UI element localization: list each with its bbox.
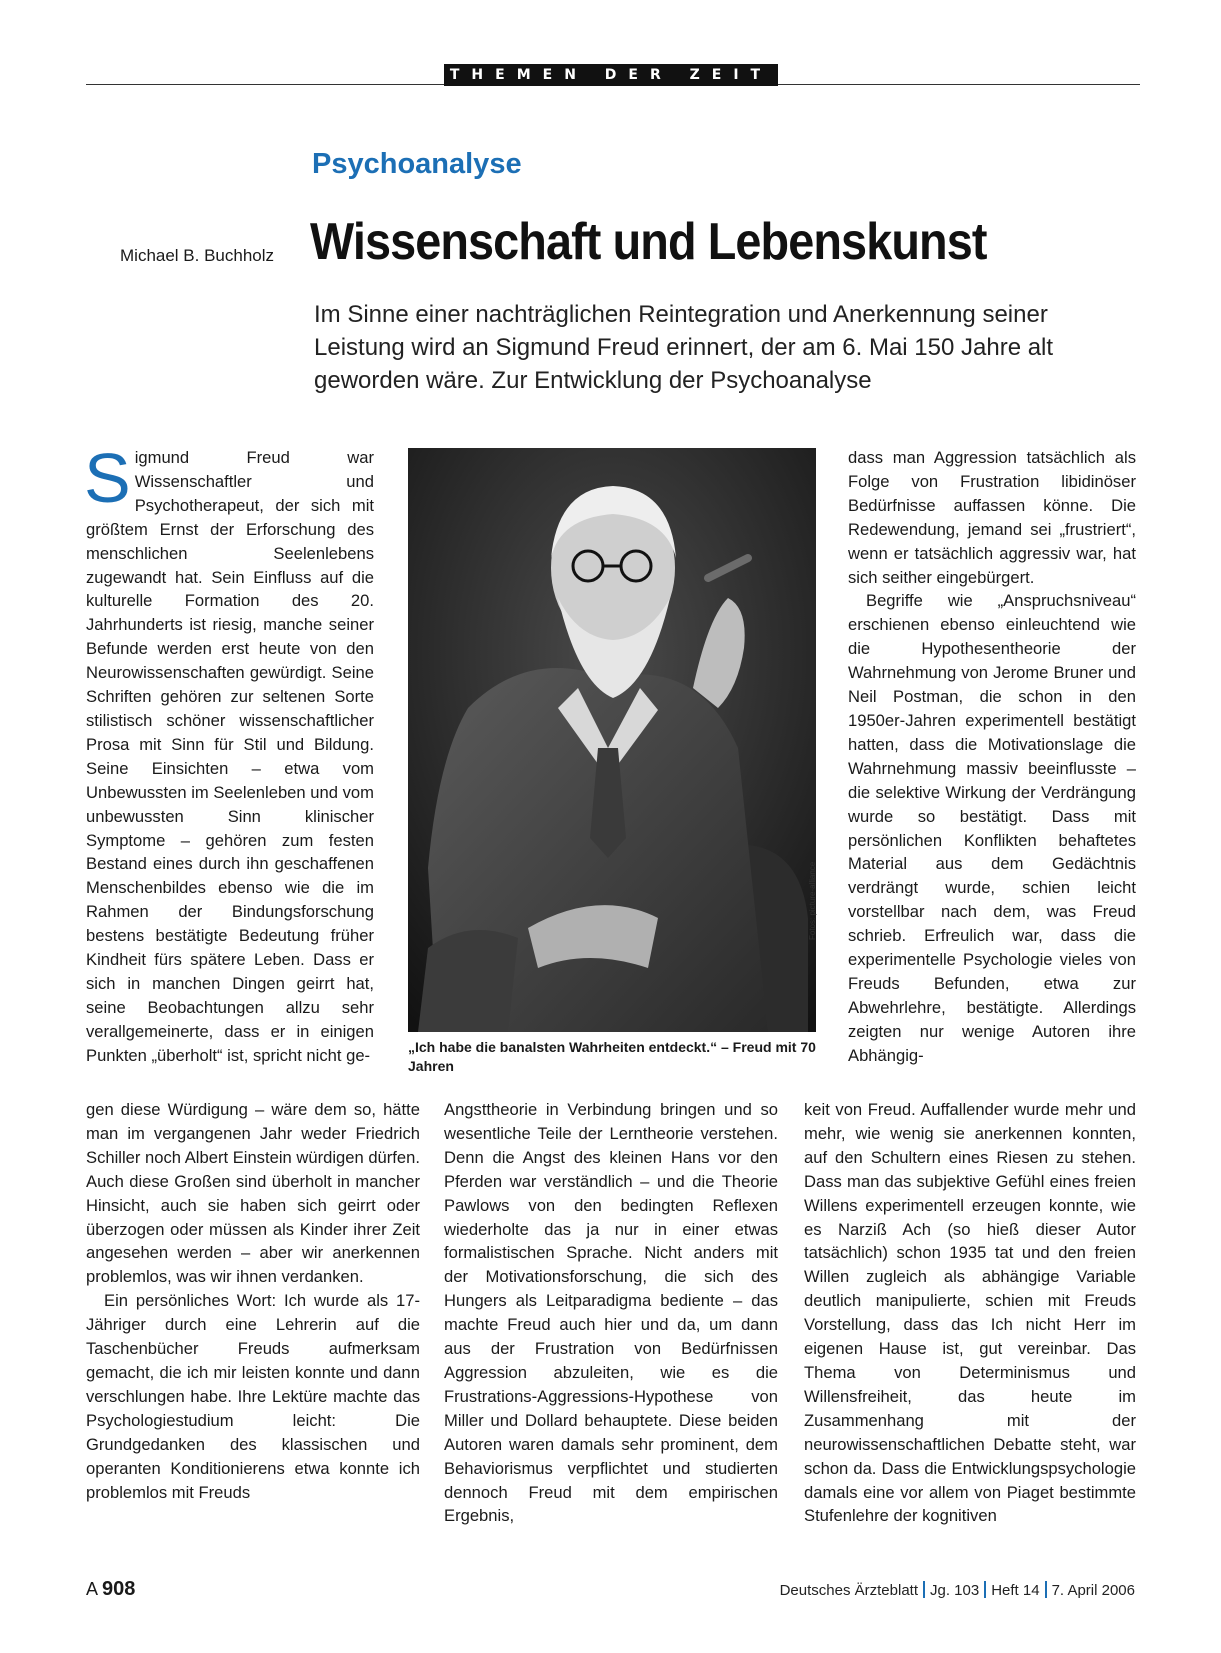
page-number: 908 (102, 1578, 136, 1600)
journal-info (780, 1581, 1135, 1599)
body-paragraph: Angsttheorie in Verbindung bringen und so wesentliche Teile der Lerntheorie verstehen. Denn die Angst des kleinen Hans vor den Pferden war verständlich – und die Theorie Pawlows von den bedingten Reflexen wiederholte das ja nur in einer etwas formalistischen Sprache. Nicht anders mit der Motivationsforschung, die sich des Hungers als Leitparadigma bediente – das machte Freud auch hier und da, um dann aus der Frustration von Bedürfnissen Aggression abzuleiten, wie es die Frustrations-Aggressions-Hypothese von Miller und Dollard behauptete. Diese beiden Autoren waren damals sehr prominent, dem Behaviorismus verpflichtet und studierten dennoch Freud mit dem empirischen Ergebnis, (444, 1100, 778, 1526)
body-column-1-bottom (86, 1098, 420, 1504)
page-folio (86, 1578, 135, 1601)
journal-issue: Heft 14 (991, 1582, 1040, 1599)
article-headline: Wissenschaft und Lebenskunst (310, 213, 987, 271)
body-column-3-bottom (804, 1098, 1136, 1528)
body-column-2 (444, 1098, 778, 1528)
article-kicker: Psychoanalyse (312, 148, 522, 180)
article-lead: Im Sinne einer nachträglichen Reintegration und Anerkennung seiner Leistung wird an Sigmund Freud erinnert, der am 6. Mai 150 Jahre alt geworden wäre. Zur Entwicklung der Psychoanalyse (314, 301, 1054, 394)
journal-date: 7. April 2006 (1051, 1582, 1135, 1599)
body-paragraph: dass man Aggression tatsächlich als Folge von Frustration libidinöser Bedürfnisse auffassen könne. Die Redewendung, jemand sei „frustriert“, wenn er tatsächlich aggressiv war, hat sich seither eingebürgert. (848, 448, 1136, 587)
body-paragraph: Begriffe wie „Anspruchsniveau“ erschienen ebenso einleuchtend wie die Hypothesentheorie der Wahrnehmung von Jerome Bruner und Neil Postman, die schon in den 1950er-Jahren experimentell bestätigt hatten, dass die Motivationslage die Wahrnehmung massiv beeinflusste – die selektive Wirkung der Verdrängung wurde so bestätigt. Dass mit persönlichen Konflikten behaftetes Material aus dem Gedächtnis verdrängt wurde, schien leicht vorstellbar nach dem, was Freud schrieb. Erfreulich war, dass die experimentelle Psychologie vieles von Freuds Befunden, etwa zur Abwehrlehre, bestätigte. Allerdings zeigten nur wenige Autoren ihre Abhängig- (848, 591, 1136, 1065)
body-paragraph: igmund Freud war Wissenschaftler und Psychotherapeut, der sich mit größtem Ernst der Erforschung des menschlichen Seelenlebens zugewandt hat. Sein Einfluss auf die kulturelle Formation des 20. Jahrhunderts ist riesig, manche seiner Befunde werden erst heute von den Neurowissenschaften gewürdigt. Seine Schriften gehören zur seltenen Sorte stilistisch schöner wissenschaftlicher Prosa mit Sinn für Stil und Bildung. Seine Einsichten – etwa vom Unbewussten im Seelenleben und vom unbewussten Sinn klinischer Symptome – gehören zum festen Bestand eines durch ihn geschaffenen Menschenbildes ebenso wie die im Rahmen der Bindungsforschung bestens bestätigte Bedeutung früher Kindheit fürs spätere Leben. Dass er sich in manchen Dingen geirrt hat, seine Beobachtungen allzu sehr verallgemeinerte, dass er in einigen Punkten „überholt“ ist, spricht nicht ge- (86, 448, 374, 1065)
separator (1045, 1581, 1047, 1598)
body-paragraph: gen diese Würdigung – wäre dem so, hätte man im vergangenen Jahr weder Friedrich Schiller noch Albert Einstein würdigen dürfen. Auch diese Großen sind überholt in mancher Hinsicht, auch sie haben sich geirrt oder überzogen oder müssen als Kinder ihrer Zeit angesehen werden – aber wir anerkennen problemlos, was wir ihnen verdanken. (86, 1100, 420, 1287)
photo-credit: Fotos: picture-alliance (808, 861, 817, 940)
body-column-3-top (848, 446, 1136, 1068)
separator (984, 1581, 986, 1598)
photo-caption: „Ich habe die banalsten Wahrheiten entdeckt.“ – Freud mit 70 Jahren (408, 1039, 816, 1074)
portrait-image (408, 448, 816, 1032)
separator (923, 1581, 925, 1598)
body-paragraph: keit von Freud. Auffallender wurde mehr und mehr, wie wenig sie anerkennen konnten, auf den Schultern eines Riesen zu stehen. Dass man das subjektive Gefühl eines freien Willens experimentell erzeugen konnte, wie es Narziß Ach (so hieß dieser Autor tatsächlich) schon 1935 tat und den freien Willen zugleich als abhängige Variable deutlich manipulierte, schien mit Freuds Vorstellung, dass das Ich nicht Herr im eigenen Hause ist, gut vereinbar. Das Thema von Determinismus und Willensfreiheit, das heute im Zusammenhang mit der neurowissenschaftlichen Debatte steht, war schon da. Dass die Entwicklungspsychologie damals eine vor allem von Piaget bestimmte Stufenlehre der kognitiven (804, 1100, 1136, 1526)
body-column-1-top (84, 439, 374, 1068)
journal-volume: Jg. 103 (930, 1582, 980, 1599)
freud-portrait-photo (408, 448, 816, 1032)
body-paragraph: Ein persönliches Wort: Ich wurde als 17-Jähriger durch eine Lehrerin auf die Taschenbücher Freuds aufmerksam gemacht, die ich mir leisten konnte und dann verschlungen habe. Ihre Lektüre machte das Psychologiestudium leicht: Die Grundgedanken des klassischen und operanten Konditionierens etwa konnte ich problemlos mit Freuds (86, 1291, 420, 1502)
article-author: Michael B. Buchholz (120, 246, 275, 265)
page-prefix: A (86, 1579, 98, 1599)
drop-cap: S (84, 439, 131, 517)
journal-name: Deutsches Ärzteblatt (779, 1582, 918, 1599)
section-label: THEMEN DER ZEIT (444, 64, 778, 86)
